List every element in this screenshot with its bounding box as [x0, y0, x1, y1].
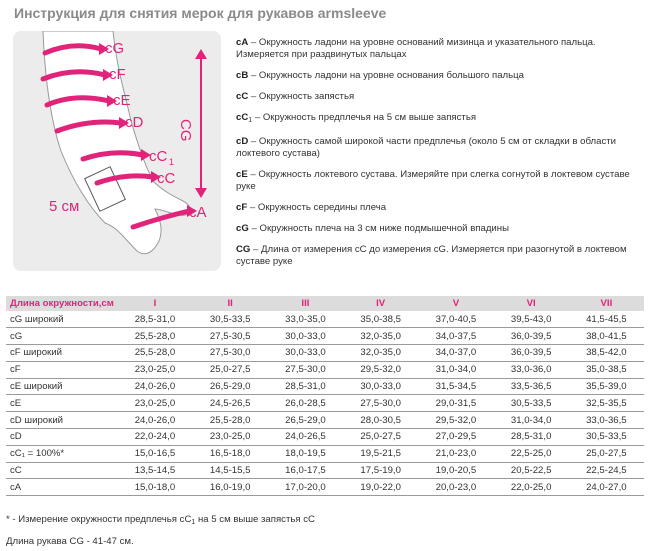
value-cell: 34,0-37,0 [418, 345, 493, 362]
value-cell: 17,0-20,0 [268, 479, 343, 496]
value-cell: 27,5-30,0 [343, 395, 418, 412]
value-cell: 36,0-39,5 [494, 345, 569, 362]
table-header-row [6, 296, 644, 311]
measurement-legend [236, 37, 641, 277]
table-row [6, 412, 644, 429]
value-cell: 35,5-39,0 [569, 378, 644, 395]
footnote: * - Измерение окружности предплечья $сС_1$ на 5 см выше запястья сС [6, 514, 315, 526]
value-cell: 19,0-20,5 [418, 462, 493, 479]
value-cell: 33,5-36,5 [494, 378, 569, 395]
value-cell: 22,5-24,5 [569, 462, 644, 479]
value-cell: 24,5-26,5 [193, 395, 268, 412]
arm-measurement-illustration [13, 31, 221, 271]
value-cell: 27,5-30,0 [193, 345, 268, 362]
value-cell: 30,0-33,0 [343, 378, 418, 395]
legend-item: cC – Окружность запястья [236, 91, 355, 102]
value-cell: 32,0-35,0 [343, 345, 418, 362]
label-cc1: cC [149, 148, 168, 165]
value-cell: 24,0-26,0 [117, 378, 192, 395]
value-cell: 38,5-42,0 [569, 345, 644, 362]
value-cell: 39,5-43,0 [494, 311, 569, 328]
header-cell: VII [569, 296, 644, 311]
value-cell: 35,0-38,5 [343, 311, 418, 328]
table-row [6, 429, 644, 446]
label-cf: cF [109, 66, 126, 83]
value-cell: 26,5-29,0 [268, 412, 343, 429]
value-cell: 28,5-31,0 [268, 378, 343, 395]
value-cell: 25,5-28,0 [117, 345, 192, 362]
label-cg-length: CG [177, 119, 194, 142]
value-cell: 31,5-34,5 [418, 378, 493, 395]
value-cell: 26,5-29,0 [193, 378, 268, 395]
value-cell: 36,0-39,5 [494, 328, 569, 345]
value-cell: 28,5-31,0 [117, 311, 192, 328]
table-row [6, 445, 644, 462]
row-label-cell: cG [6, 328, 117, 345]
value-cell: 19,5-21,5 [343, 445, 418, 462]
row-label-cell: cC₁ = 100%* [6, 445, 117, 462]
value-cell: 21,0-23,0 [418, 445, 493, 462]
legend-item: CG – Длина от измерения сС до измерения cG. Измеряется при разогнутой в локтевом суставе руке [236, 244, 627, 267]
value-cell: 23,0-25,0 [193, 429, 268, 446]
label-five-cm: 5 см [49, 198, 80, 215]
value-cell: 23,0-25,0 [117, 361, 192, 378]
legend-item: cG – Окружность плеча на 3 см ниже подмышечной впадины [236, 223, 509, 234]
label-cd: cD [125, 114, 144, 131]
value-cell: 16,5-18,0 [193, 445, 268, 462]
cg-arrow-top [195, 49, 207, 59]
header-cell: VI [494, 296, 569, 311]
value-cell: 19,0-22,0 [343, 479, 418, 496]
value-cell: 34,0-37,5 [418, 328, 493, 345]
value-cell: 30,0-33,0 [268, 328, 343, 345]
value-cell: 31,0-34,0 [418, 361, 493, 378]
value-cell: 24,0-27,0 [569, 479, 644, 496]
table-row [6, 328, 644, 345]
legend-item: $cC_1$ – Окружность предплечья на 5 см выше запястья [236, 112, 477, 124]
legend-item: cF – Окружность середины плеча [236, 202, 387, 213]
legend-item: cB – Окружность ладони на уровне основания большого пальца [236, 70, 524, 81]
header-cell: Длина окружности,см [6, 296, 117, 311]
header-cell: V [418, 296, 493, 311]
value-cell: 33,0-36,5 [569, 412, 644, 429]
value-cell: 38,0-41,5 [569, 328, 644, 345]
row-label-cell: cE [6, 395, 117, 412]
value-cell: 32,0-35,0 [343, 328, 418, 345]
value-cell: 22,0-25,0 [494, 479, 569, 496]
header-cell: III [268, 296, 343, 311]
label-ca: cA [189, 204, 207, 221]
value-cell: 13,5-14,5 [117, 462, 192, 479]
row-label-cell: cG широкий [6, 311, 117, 328]
label-cc1-sub: 1 [169, 157, 175, 167]
table-row [6, 378, 644, 395]
row-label-cell: cC [6, 462, 117, 479]
value-cell: 30,5-33,5 [193, 311, 268, 328]
value-cell: 23,0-25,0 [117, 395, 192, 412]
value-cell: 25,0-27,5 [343, 429, 418, 446]
arm-outline [43, 31, 190, 254]
table-row [6, 462, 644, 479]
value-cell: 15,0-16,5 [117, 445, 192, 462]
page-title: Инструкция для снятия мерок для рукавов armsleeve [14, 5, 387, 21]
table-row [6, 311, 644, 328]
value-cell: 30,5-33,5 [494, 395, 569, 412]
value-cell: 29,5-32,0 [343, 361, 418, 378]
value-cell: 22,0-24,0 [117, 429, 192, 446]
legend-item: cD – Окружность самой широкой части предплечья (около 5 см от складки в области локтевого сустава) [236, 136, 616, 159]
legend-item: cA – Окружность ладони на уровне оснований мизинца и указательного пальца. Измеряется при раздвинутых пальцах [236, 37, 596, 60]
value-cell: 24,0-26,5 [268, 429, 343, 446]
header-cell: I [117, 296, 192, 311]
row-label-cell: cD широкий [6, 412, 117, 429]
value-cell: 24,0-26,0 [117, 412, 192, 429]
row-label-cell: cE широкий [6, 378, 117, 395]
value-cell: 22,5-25,0 [494, 445, 569, 462]
value-cell: 18,0-19,5 [268, 445, 343, 462]
value-cell: 31,0-34,0 [494, 412, 569, 429]
label-cg: cG [105, 40, 125, 57]
label-ce: cE [113, 92, 131, 109]
arm-diagram [13, 31, 221, 271]
value-cell: 20,5-22,5 [494, 462, 569, 479]
value-cell: 25,5-28,0 [117, 328, 192, 345]
value-cell: 25,0-27,5 [569, 445, 644, 462]
value-cell: 14,5-15,5 [193, 462, 268, 479]
value-cell: 30,5-33,5 [569, 429, 644, 446]
value-cell: 15,0-18,0 [117, 479, 192, 496]
value-cell: 30,0-33,0 [268, 345, 343, 362]
value-cell: 29,0-31,5 [418, 395, 493, 412]
table-row [6, 395, 644, 412]
value-cell: 28,0-30,5 [343, 412, 418, 429]
value-cell: 26,0-28,5 [268, 395, 343, 412]
value-cell: 25,5-28,0 [193, 412, 268, 429]
value-cell: 33,0-36,0 [494, 361, 569, 378]
size-table-wrapper [6, 296, 644, 496]
value-cell: 17,5-19,0 [343, 462, 418, 479]
value-cell: 29,5-32,0 [418, 412, 493, 429]
value-cell: 20,0-23,0 [418, 479, 493, 496]
value-cell: 41,5-45,5 [569, 311, 644, 328]
value-cell: 27,5-30,0 [268, 361, 343, 378]
table-row [6, 345, 644, 362]
value-cell: 33,0-35,0 [268, 311, 343, 328]
table-row [6, 361, 644, 378]
size-table [6, 296, 644, 496]
value-cell: 28,5-31,0 [494, 429, 569, 446]
row-label-cell: cF [6, 361, 117, 378]
value-cell: 37,0-40,5 [418, 311, 493, 328]
value-cell: 25,0-27,5 [193, 361, 268, 378]
value-cell: 16,0-19,0 [193, 479, 268, 496]
row-label-cell: cD [6, 429, 117, 446]
cg-arrow-bottom [195, 188, 207, 198]
value-cell: 35,0-38,5 [569, 361, 644, 378]
value-cell: 32,5-35,5 [569, 395, 644, 412]
value-cell: 16,0-17,5 [268, 462, 343, 479]
row-label-cell: cA [6, 479, 117, 496]
sleeve-length-note: Длина рукава CG - 41-47 см. [6, 536, 134, 547]
legend-item: cE – Окружность локтевого сустава. Измеряйте при слегка согнутой в локтевом суставе руке [236, 169, 630, 192]
row-label-cell: cF широкий [6, 345, 117, 362]
table-row [6, 479, 644, 496]
header-cell: IV [343, 296, 418, 311]
label-cc: cC [157, 170, 176, 187]
value-cell: 27,5-30,5 [193, 328, 268, 345]
header-cell: II [193, 296, 268, 311]
value-cell: 27,0-29,5 [418, 429, 493, 446]
